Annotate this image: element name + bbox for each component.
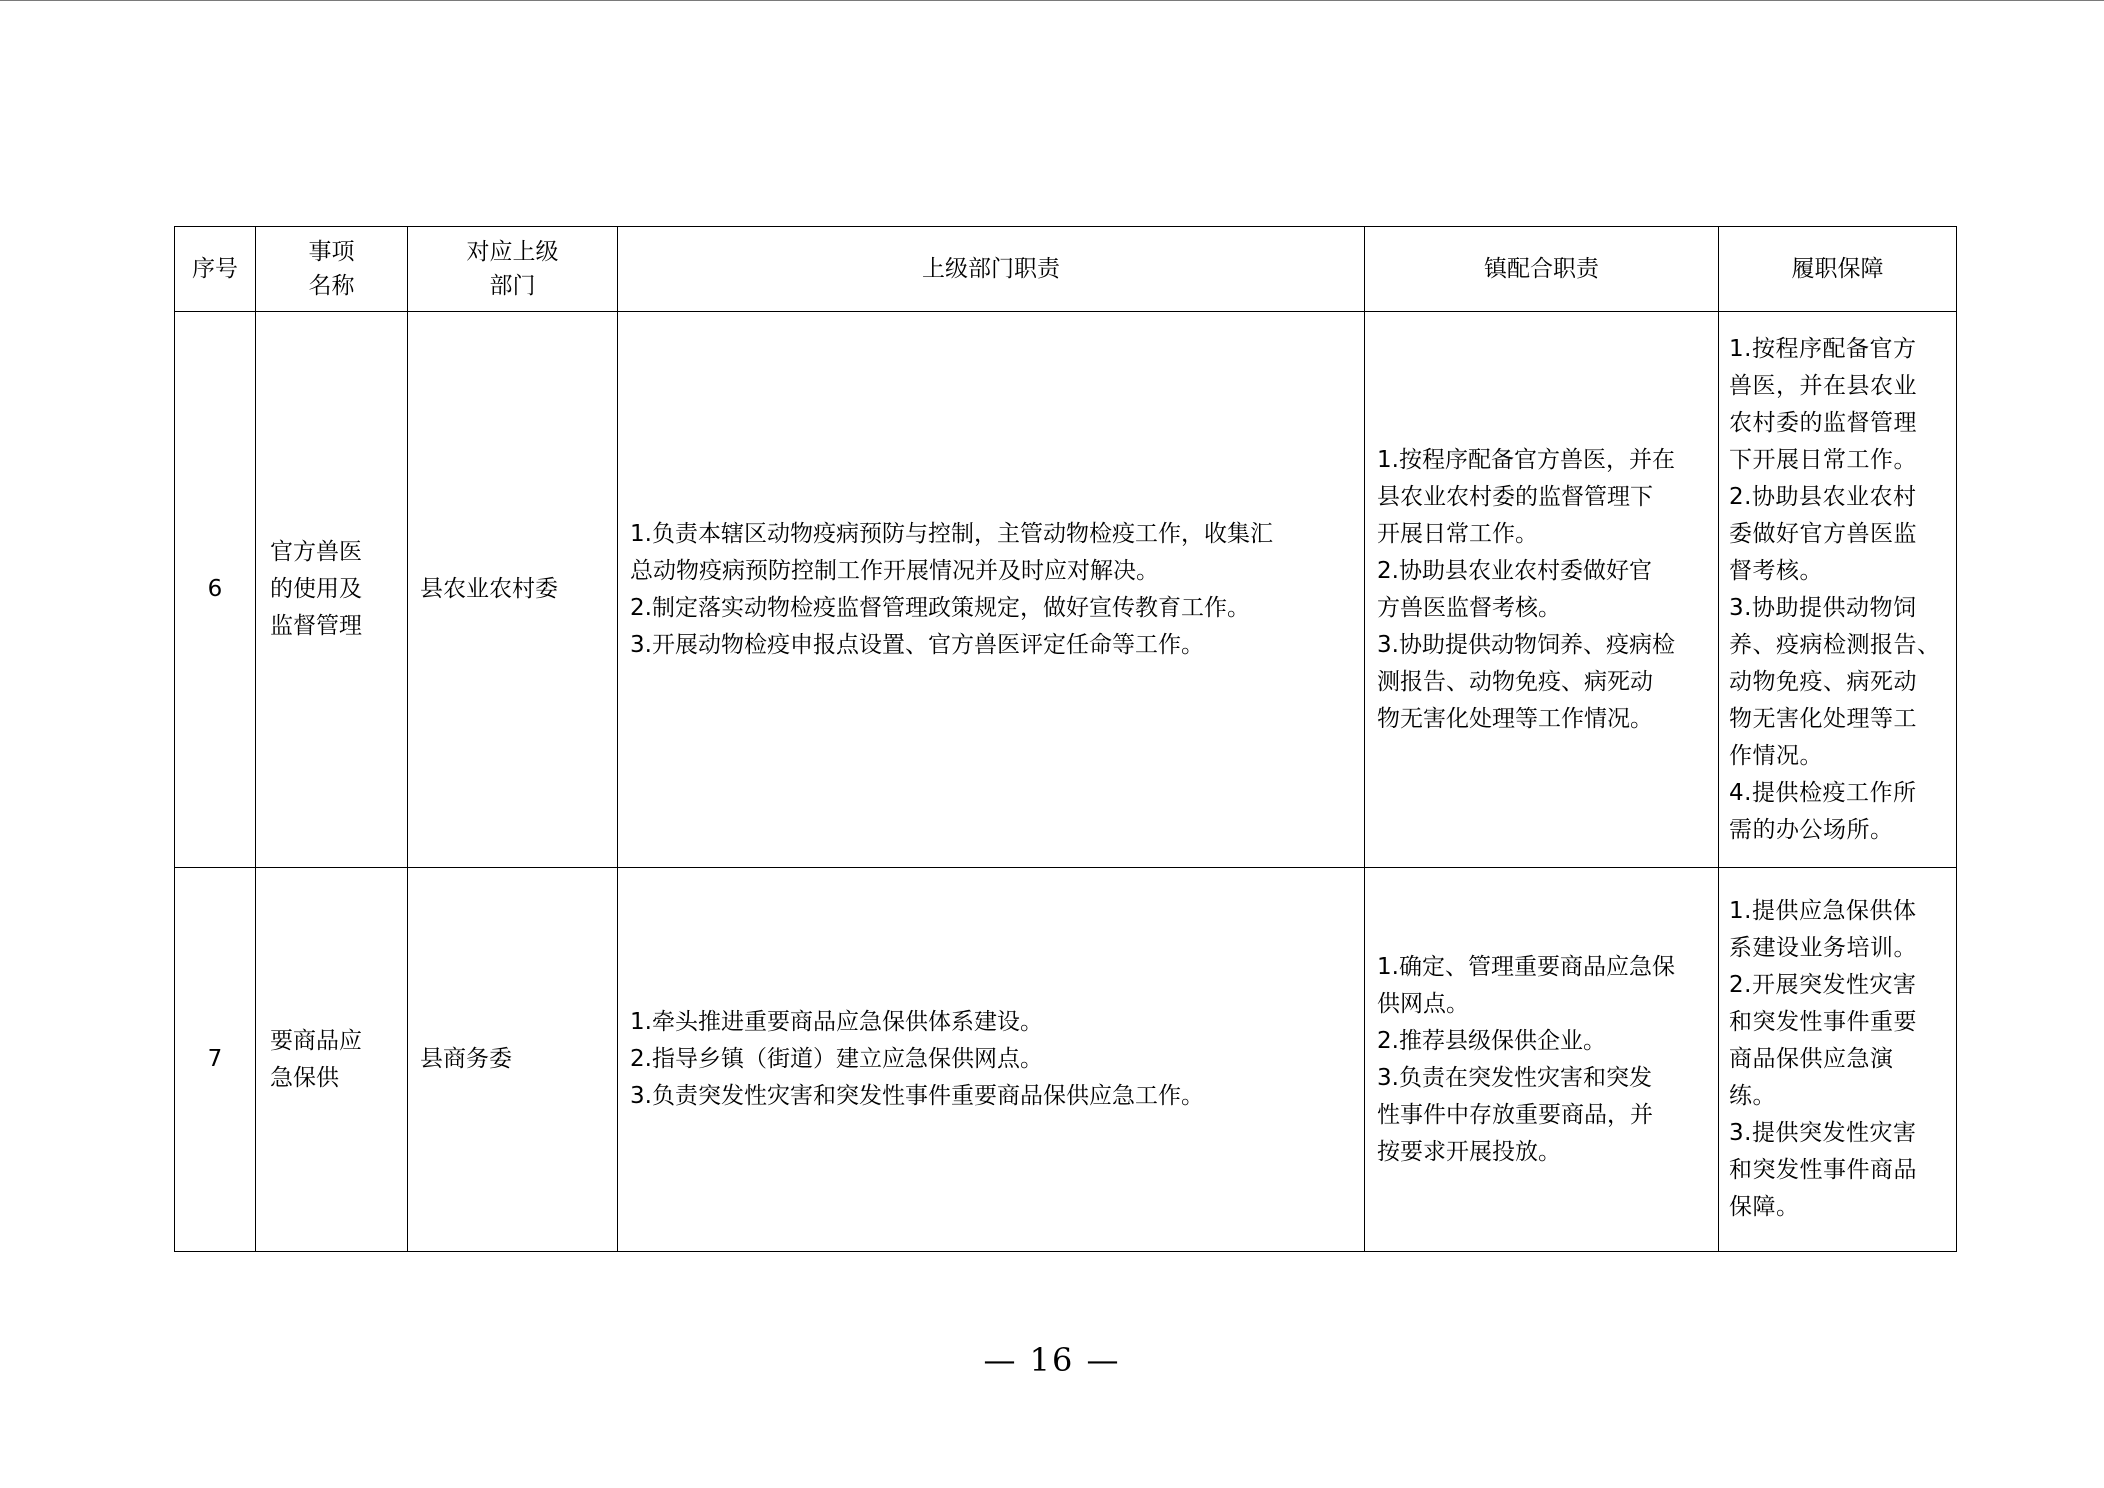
header-seq: 序号: [175, 227, 256, 312]
row-guarantee-cell: 1.提供应急保供体 系建设业务培训。 2.开展突发性灾害 和突发性事件重要 商品保供应急演 练。 3.提供突发性灾害 和突发性事件商品 保障。: [1719, 868, 1957, 1252]
page-number: — 16 —: [983, 1341, 1121, 1379]
row-upper-dept-cell: 县商务委: [408, 868, 618, 1252]
row-guarantee-cell: 1.按程序配备官方 兽医，并在县农业 农村委的监督管理 下开展日常工作。 2.协助县农业农村 委做好官方兽医监 督考核。 3.协助提供动物饲 养、疫病检测报告、 动物免疫、病死动 物无害化处理等工 作情况。 4.提供检疫工作所 需的办公场所。: [1719, 312, 1957, 868]
row-upper-duty-cell: 1.牵头推进重要商品应急保供体系建设。 2.指导乡镇（街道）建立应急保供网点。 3.负责突发性灾害和突发性事件重要商品保供应急工作。: [618, 868, 1365, 1252]
table-header-row: [175, 227, 1957, 312]
row-seq-cell: 7: [175, 868, 256, 1252]
duty-table: [174, 226, 1957, 1252]
table-row: [175, 312, 1957, 868]
header-town-duty: 镇配合职责: [1365, 227, 1719, 312]
row-upper-dept-cell: 县农业农村委: [408, 312, 618, 868]
header-upper-duty: 上级部门职责: [618, 227, 1365, 312]
row-item-name-cell: 官方兽医 的使用及 监督管理: [256, 312, 408, 868]
row-town-duty-cell: 1.确定、管理重要商品应急保 供网点。 2.推荐县级保供企业。 3.负责在突发性灾害和突发 性事件中存放重要商品，并 按要求开展投放。: [1365, 868, 1719, 1252]
top-border-line: [0, 0, 2104, 1]
table-row: [175, 868, 1957, 1252]
row-item-name-cell: 要商品应 急保供: [256, 868, 408, 1252]
row-upper-duty-cell: 1.负责本辖区动物疫病预防与控制，主管动物检疫工作，收集汇 总动物疫病预防控制工作开展情况并及时应对解决。 2.制定落实动物检疫监督管理政策规定，做好宣传教育工作。 3.开展动物检疫申报点设置、官方兽医评定任命等工作。: [618, 312, 1365, 868]
header-item-name: 事项 名称: [256, 227, 408, 312]
row-seq-cell: 6: [175, 312, 256, 868]
header-guarantee: 履职保障: [1719, 227, 1957, 312]
header-upper-dept: 对应上级 部门: [408, 227, 618, 312]
row-town-duty-cell: 1.按程序配备官方兽医，并在 县农业农村委的监督管理下 开展日常工作。 2.协助县农业农村委做好官 方兽医监督考核。 3.协助提供动物饲养、疫病检 测报告、动物免疫、病死动 物无害化处理等工作情况。: [1365, 312, 1719, 868]
